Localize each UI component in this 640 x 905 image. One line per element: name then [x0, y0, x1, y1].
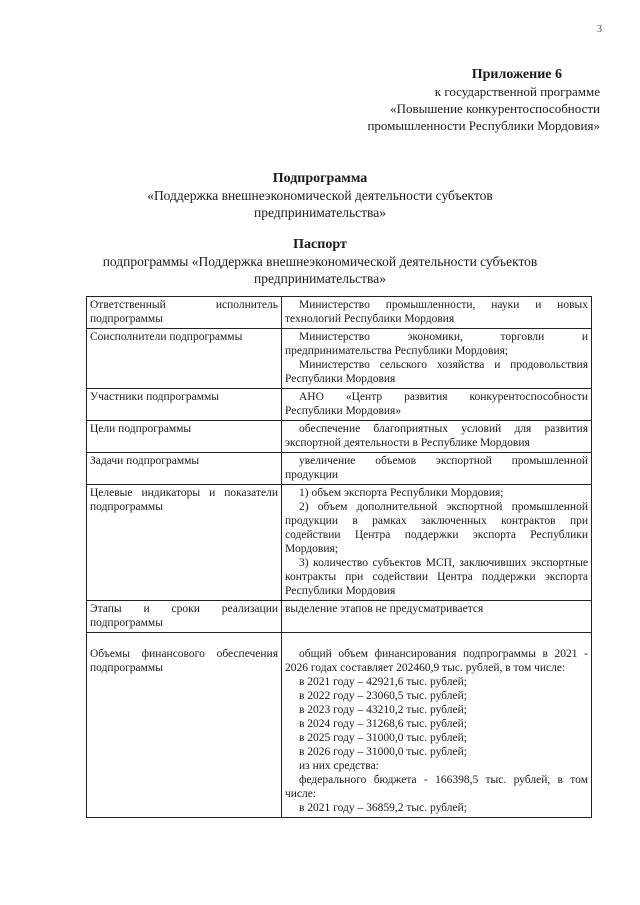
value-line: Министерство экономики, торговли и предпринимательства Республики Мордовия;	[285, 331, 588, 357]
appendix-line-1: к государственной программе	[434, 84, 600, 99]
row-value	[282, 633, 592, 818]
value-line: АНО «Центр развития конкурентоспособности Республики Мордовия»	[285, 391, 588, 417]
appendix-line-2: «Повышение конкурентоспособности	[390, 101, 600, 116]
row-label: Цели подпрограммы	[87, 421, 282, 453]
appendix-title: Приложение 6	[471, 67, 562, 82]
table-row	[87, 297, 592, 329]
row-value	[282, 389, 592, 421]
subprogram-title: Подпрограмма	[272, 171, 368, 186]
value-line: в 2021 году – 36859,2 тыс. рублей;	[299, 802, 467, 814]
page-number: 3	[597, 24, 602, 35]
value-line: обеспечение благоприятных условий для развития экспортной деятельности в Республике Мордовия	[285, 423, 588, 449]
row-value	[282, 297, 592, 329]
row-value	[282, 601, 592, 633]
row-label: Целевые индикаторы и показатели подпрограммы	[87, 485, 282, 601]
row-value	[282, 421, 592, 453]
value-line: в 2023 году – 43210,2 тыс. рублей;	[299, 704, 467, 716]
subprogram-heading	[0, 170, 640, 221]
table-row	[87, 601, 592, 633]
value-line: в 2021 году – 42921,6 тыс. рублей;	[299, 676, 467, 688]
value-line: Министерство сельского хозяйства и продовольствия Республики Мордовия	[285, 359, 588, 385]
value-line: выделение этапов не предусматривается	[285, 603, 484, 615]
table-row	[87, 485, 592, 601]
row-label: Участники подпрограммы	[87, 389, 282, 421]
row-value	[282, 485, 592, 601]
value-line: в 2025 году – 31000,0 тыс. рублей;	[299, 732, 467, 744]
value-line: федерального бюджета - 166398,5 тыс. рублей, в том числе:	[285, 774, 588, 800]
value-line: в 2026 году – 31000,0 тыс. рублей;	[299, 746, 467, 758]
table-row	[87, 633, 592, 818]
passport-line-2: предпринимательства»	[253, 271, 386, 286]
appendix-line-3: промышленности Республики Мордовия»	[367, 118, 600, 133]
row-label: Этапы и сроки реализации подпрограммы	[87, 601, 282, 633]
value-line: 3) количество субъектов МСП, заключивших экспортные контракты при содействии Центра поддержки экспорта Республики Мордовия	[285, 557, 588, 597]
value-line: в 2024 году – 31268,6 тыс. рублей;	[299, 718, 467, 730]
passport-table	[86, 296, 592, 818]
row-label: Соисполнители подпрограммы	[87, 329, 282, 389]
table-row	[87, 329, 592, 389]
subprogram-name-line-1: «Поддержка внешнеэкономической деятельности субъектов	[147, 188, 493, 203]
row-label: Ответственный исполнитель подпрограммы	[87, 297, 282, 329]
value-line: Министерство промышленности, науки и новых технологий Республики Мордовия	[285, 299, 588, 325]
value-line: 1) объем экспорта Республики Мордовия;	[299, 487, 504, 499]
passport-heading	[0, 236, 640, 287]
value-line: увеличение объемов экспортной промышленной продукции	[285, 455, 588, 481]
table-row	[87, 421, 592, 453]
row-value	[282, 453, 592, 485]
value-line: в 2022 году – 23060,5 тыс. рублей;	[299, 690, 467, 702]
value-line: 2) объем дополнительной экспортной промышленной продукции в рамках заключенных контрактов при содействии Центра поддержки экспорта Республики Мордовия;	[285, 501, 588, 555]
subprogram-name-line-2: предпринимательства»	[253, 205, 386, 220]
value-line: из них средства:	[299, 760, 379, 772]
row-value	[282, 329, 592, 389]
table-row	[87, 453, 592, 485]
value-line: общий объем финансирования подпрограммы в 2021 - 2026 годах составляет 202460,9 тыс. рублей, в том числе:	[285, 648, 588, 674]
appendix-header	[300, 66, 600, 134]
table-row	[87, 389, 592, 421]
row-label: Задачи подпрограммы	[87, 453, 282, 485]
passport-line-1: подпрограммы «Поддержка внешнеэкономической деятельности субъектов	[102, 254, 538, 269]
row-label: Объемы финансового обеспечения подпрограммы	[87, 633, 282, 818]
passport-title: Паспорт	[293, 237, 347, 252]
